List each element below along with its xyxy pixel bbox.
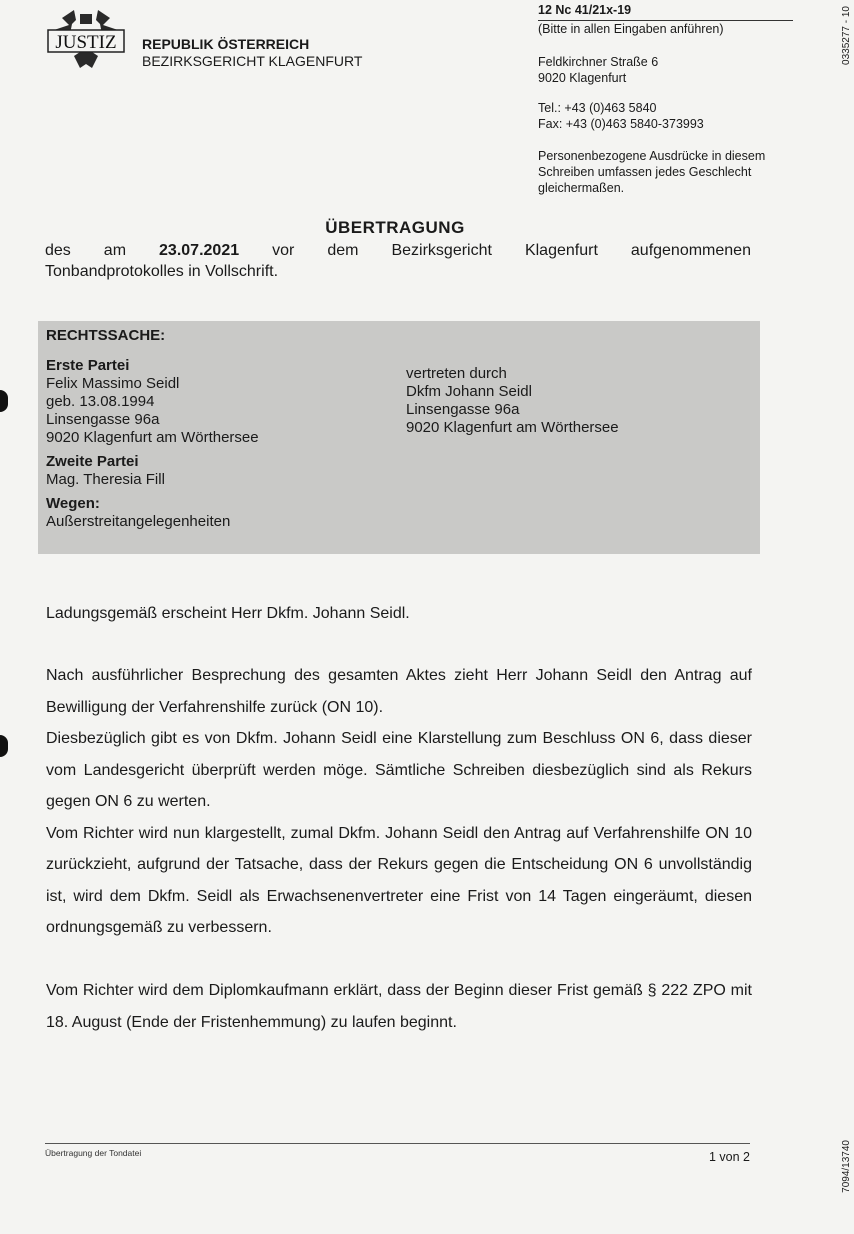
rep-city: 9020 Klagenfurt am Wörthersee [406, 419, 619, 436]
party1-born: geb. 13.08.1994 [46, 393, 155, 410]
court-name [142, 36, 362, 70]
paragraph-text: Nach ausführlicher Besprechung des gesamten Aktes zieht Herr Johann Seidl den Antrag auf Bewilligung der Verfahrenshilfe zurück (ON 10). [46, 667, 752, 716]
case-number: 12 Nc 41/21x-19 [538, 3, 632, 17]
party1-label: Erste Partei [46, 357, 130, 374]
fax: Fax: +43 (0)463 5840-373993 [538, 117, 704, 131]
subtitle-word: Bezirksgericht [391, 242, 492, 259]
parties-column [46, 357, 396, 531]
party2-label: Zweite Partei [46, 453, 139, 470]
page-number: 1 von 2 [708, 1150, 750, 1164]
address-street: Feldkirchner Straße 6 [538, 55, 659, 69]
case-note: (Bitte in allen Eingaben anführen) [538, 22, 724, 36]
gender-note-line: Schreiben umfassen jedes Geschlecht [538, 165, 752, 179]
case-heading: RECHTSSACHE: [46, 327, 166, 344]
rep-name: Dkfm Johann Seidl [406, 383, 532, 400]
subtitle-word: am [103, 242, 127, 259]
document-subtitle [45, 240, 751, 282]
punch-hole-mark [0, 735, 8, 757]
svg-text:JUSTIZ: JUSTIZ [55, 32, 117, 53]
body-paragraph [46, 660, 752, 944]
footer-line [45, 1143, 750, 1144]
court-contact [538, 100, 704, 132]
paragraph-text: Ladungsgemäß erscheint Herr Dkfm. Johann Seidl. [46, 605, 410, 622]
subtitle-word: des [45, 242, 71, 259]
matter-label: Wegen: [46, 495, 100, 512]
republic-label: REPUBLIK ÖSTERREICH [142, 36, 310, 52]
paragraph-text: Vom Richter wird dem Diplomkaufmann erklärt, dass der Beginn dieser Frist gemäß § 222 ZPO mit 18. August (Ende der Fristenhemmung) zu laufen beginnt. [46, 982, 752, 1031]
matter: Außerstreitangelegenheiten [46, 513, 231, 530]
party1-street: Linsengasse 96a [46, 411, 160, 428]
party1-name: Felix Massimo Seidl [46, 375, 180, 392]
subtitle-word: dem [327, 242, 359, 259]
footer-label: Übertragung der Tondatei [45, 1148, 142, 1158]
gender-note-line: gleichermaßen. [538, 181, 625, 195]
court-address [538, 54, 658, 86]
gender-note-line: Personenbezogene Ausdrücke in diesem [538, 149, 766, 163]
punch-hole-mark [0, 390, 8, 412]
body-paragraph [46, 975, 752, 1038]
address-city: 9020 Klagenfurt [538, 71, 627, 85]
paragraph-text: Vom Richter wird nun klargestellt, zumal Dkfm. Johann Seidl den Antrag auf Verfahrenshilfe ON 10 zurückzieht, aufgrund der Tatsache, dass der Rekurs gegen die Entscheidung ON 6 unvollständig ist, wird dem Dkfm. Seidl als Erwachsenenvertreter eine Frist von 14 Tagen eingeräumt, diesen ordnungsgemäß zu verbessern. [46, 824, 752, 936]
case-box [38, 321, 760, 554]
gender-note [538, 148, 800, 196]
phone: Tel.: +43 (0)463 5840 [538, 101, 657, 115]
document-title: ÜBERTRAGUNG [325, 218, 465, 237]
subtitle-word: aufgenommenen [630, 242, 751, 259]
party1-city: 9020 Klagenfurt am Wörthersee [46, 429, 259, 446]
body-paragraph [46, 598, 752, 630]
rep-label: vertreten durch [406, 365, 507, 382]
side-code-top: 0335277 - 10 [841, 6, 852, 65]
hearing-date: 23.07.2021 [159, 242, 240, 259]
party2-name: Mag. Theresia Fill [46, 471, 165, 488]
paragraph-text: Diesbezüglich gibt es von Dkfm. Johann Seidl eine Klarstellung zum Beschluss ON 6, dass dieser vom Landesgericht überprüft werden möge. Sämtliche Schreiben diesbezüglich sind als Rekurs gegen ON 6 zu werten. [46, 730, 752, 810]
court-label: BEZIRKSGERICHT KLAGENFURT [142, 53, 363, 69]
subtitle-word: Klagenfurt [524, 242, 598, 259]
subtitle-line-2: Tonbandprotokolles in Vollschrift. [45, 263, 279, 280]
case-reference [538, 2, 794, 37]
side-code-bottom: 7094/13740 [841, 1140, 852, 1193]
rep-street: Linsengasse 96a [406, 401, 520, 418]
representative-column [406, 365, 746, 437]
subtitle-word: vor [272, 242, 295, 259]
justiz-logo [44, 8, 128, 74]
